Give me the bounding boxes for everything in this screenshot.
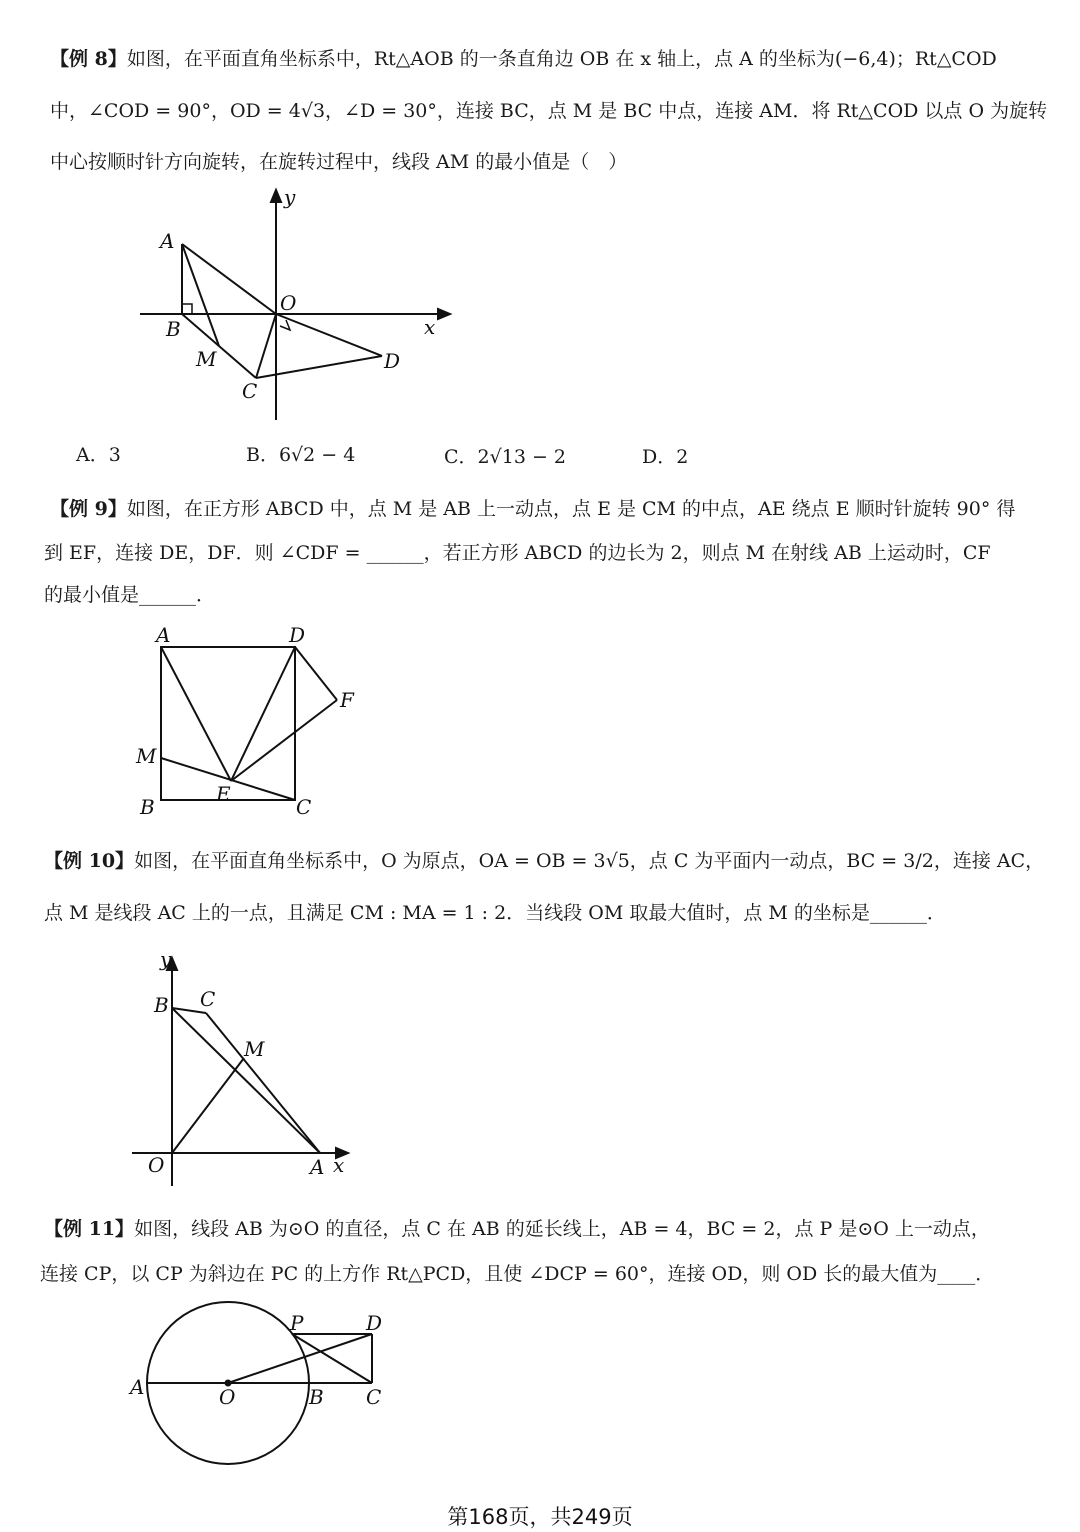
ex11-figure <box>128 1295 398 1465</box>
page-footer: 第168页，共249页 <box>447 1505 633 1529</box>
ex8-option-d: D．2 <box>642 446 689 468</box>
ex8-line-3: 中心按顺时针方向旋转，在旋转过程中，线段 AM 的最小值是（ ） <box>50 151 628 173</box>
ex8-option-c: C．2√13 − 2 <box>444 446 566 468</box>
ex8-seg-CD <box>256 356 382 378</box>
ex11-text-1: 如图，线段 AB 为⊙O 的直径，点 C 在 AB 的延长线上，AB = 4，BC = 2，点 P 是⊙O 上一动点， <box>134 1218 990 1240</box>
ex8-seg-OC <box>256 314 276 378</box>
ex10-label-O: O <box>148 1153 165 1177</box>
ex9-line-3: 的最小值是______． <box>44 584 216 606</box>
ex10-text-1: 如图，在平面直角坐标系中，O 为原点，OA = OB = 3√5，点 C 为平面内一动点，BC = 3/2，连接 AC， <box>134 850 1045 872</box>
ex8-label-A: A <box>160 229 175 253</box>
ex10-line-1 <box>44 848 1044 874</box>
ex8-label-D: D <box>384 349 401 373</box>
ex9-label-M: M <box>136 744 157 768</box>
ex9-seg-DF <box>295 647 337 700</box>
ex8-option-a: A．3 <box>76 444 121 466</box>
ex10-figure <box>130 945 360 1190</box>
ex8-y-arrow <box>271 190 281 202</box>
ex8-line-2: 中，∠COD = 90°，OD = 4√3，∠D = 30°，连接 BC，点 M 是 BC 中点，连接 AM．将 Rt△COD 以点 O 为旋转 <box>50 100 1048 122</box>
ex8-label-B: B <box>166 317 181 341</box>
ex9-label: 【例 9】 <box>50 498 127 520</box>
ex10-label-x: x <box>333 1153 345 1177</box>
ex11-line-1 <box>44 1216 990 1242</box>
ex11-label-P: P <box>290 1311 304 1335</box>
ex8-label: 【例 8】 <box>50 48 127 70</box>
ex9-label-D: D <box>289 623 306 647</box>
ex11-label-C: C <box>366 1385 382 1409</box>
ex10-seg-CA <box>206 1013 320 1153</box>
ex11-label-B: B <box>309 1385 324 1409</box>
ex9-line-2: 到 EF，连接 DE，DF．则 ∠CDF = ______，若正方形 ABCD 的边长为 2，则点 M 在射线 AB 上运动时，CF <box>44 542 991 564</box>
ex8-label-O: O <box>280 291 297 315</box>
ex8-figure <box>130 180 470 430</box>
ex9-label-F: F <box>340 688 354 712</box>
ex11-label-O: O <box>219 1385 236 1409</box>
ex8-label-y: y <box>284 185 296 209</box>
ex8-option-b: B．6√2 − 4 <box>246 444 356 466</box>
ex9-line-1 <box>50 496 1015 522</box>
ex11-label-A: A <box>130 1375 145 1399</box>
ex9-label-C: C <box>296 795 312 819</box>
ex10-label: 【例 10】 <box>44 850 135 872</box>
ex9-label-E: E <box>216 782 231 806</box>
ex10-label-C: C <box>200 987 216 1011</box>
ex9-seg-EF <box>231 700 337 781</box>
ex8-label-M: M <box>196 347 217 371</box>
ex8-label-C: C <box>242 379 258 403</box>
ex11-label: 【例 11】 <box>44 1218 135 1240</box>
ex8-line-1 <box>50 46 997 72</box>
ex8-seg-OD <box>276 314 382 356</box>
ex10-line-2: 点 M 是线段 AC 上的一点，且满足 CM : MA = 1 : 2．当线段 OM 取最大值时，点 M 的坐标是______． <box>44 902 946 924</box>
ex10-label-A: A <box>310 1155 325 1179</box>
ex9-label-A: A <box>156 623 171 647</box>
ex9-figure <box>130 620 370 825</box>
ex8-x-arrow <box>438 309 450 319</box>
ex8-label-x: x <box>424 315 436 339</box>
ex11-seg-PC <box>292 1334 372 1383</box>
ex8-text-1: 如图，在平面直角坐标系中，Rt△AOB 的一条直角边 OB 在 x 轴上，点 A 的坐标为(−6,4)；Rt△COD <box>126 48 997 70</box>
ex10-seg-OM <box>172 1058 244 1153</box>
ex8-right-angle-O <box>280 320 290 330</box>
ex11-line-2: 连接 CP，以 CP 为斜边在 PC 的上方作 Rt△PCD，且使 ∠DCP = 60°，连接 OD，则 OD 长的最大值为____． <box>40 1263 995 1285</box>
ex10-label-B: B <box>154 993 169 1017</box>
ex9-seg-DE <box>231 647 295 781</box>
ex11-label-D: D <box>366 1311 383 1335</box>
ex9-text-1: 如图，在正方形 ABCD 中，点 M 是 AB 上一动点，点 E 是 CM 的中点，AE 绕点 E 顺时针旋转 90° 得 <box>126 498 1016 520</box>
ex10-seg-BA <box>172 1008 320 1153</box>
ex8-seg-AO <box>182 244 276 314</box>
ex10-label-y: y <box>160 947 172 971</box>
ex11-seg-OD <box>228 1334 372 1383</box>
ex8-right-angle-B <box>182 304 192 314</box>
ex9-label-B: B <box>140 795 155 819</box>
ex10-label-M: M <box>244 1037 265 1061</box>
